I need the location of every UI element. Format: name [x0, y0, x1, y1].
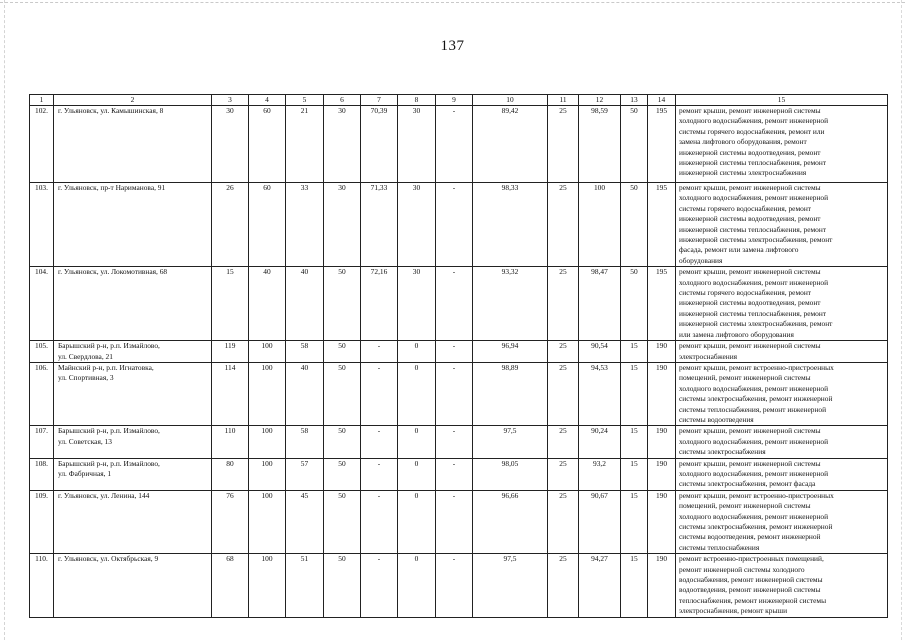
data-table	[29, 94, 888, 618]
value-cell-c4: 60	[249, 106, 286, 183]
value-cell-c12: 98,59	[579, 106, 621, 183]
row-number: 107.	[30, 426, 54, 458]
value-cell-c5: 51	[286, 554, 324, 617]
value-cell-c13: 50	[621, 106, 648, 183]
value-cell-c7: 71,33	[361, 183, 398, 267]
works-line: системы теплоснабжения	[679, 542, 760, 552]
table-row	[30, 106, 888, 183]
value-cell-c6: 50	[324, 458, 361, 490]
column-header: 15	[676, 95, 888, 106]
address-line: г. Ульяновск, ул. Камышинская, 8	[58, 106, 164, 115]
value-cell-c5: 21	[286, 106, 324, 183]
works-line: ремонт крыши, ремонт инженерной системы	[679, 183, 821, 192]
value-cell-c13: 15	[621, 554, 648, 617]
works-line: холодного водоснабжения, ремонт инженерной	[679, 511, 829, 521]
address-cell	[54, 106, 212, 183]
value-cell-c4: 60	[249, 183, 286, 267]
value-cell-c6: 30	[324, 106, 361, 183]
column-header: 2	[54, 95, 212, 106]
value-cell-c10: 93,32	[473, 267, 548, 341]
works-line: ремонт крыши, ремонт инженерной системы	[679, 106, 821, 115]
address-cell	[54, 554, 212, 617]
works-line: помещений, ремонт инженерной системы	[679, 373, 811, 383]
value-cell-c3: 119	[212, 341, 249, 363]
value-cell-c14: 195	[648, 267, 676, 341]
works-line: ремонт крыши, ремонт встроенно-пристроенных	[679, 490, 834, 500]
value-cell-c9: -	[436, 106, 473, 183]
value-cell-c8: 30	[398, 267, 436, 341]
works-line: системы водоотведения	[679, 414, 754, 424]
works-line: инженерной системы электроснабжения	[679, 168, 807, 178]
value-cell-c4: 100	[249, 362, 286, 425]
works-cell	[676, 490, 888, 553]
address-cell	[54, 341, 212, 363]
value-cell-c9: -	[436, 267, 473, 341]
works-cell	[676, 458, 888, 490]
value-cell-c4: 100	[249, 490, 286, 553]
value-cell-c14: 190	[648, 426, 676, 458]
works-line: инженерной системы водоотведения, ремонт	[679, 214, 821, 224]
value-cell-c4: 100	[249, 341, 286, 363]
row-number: 109.	[30, 490, 54, 553]
address-cell	[54, 426, 212, 458]
value-cell-c7: -	[361, 362, 398, 425]
value-cell-c11: 25	[548, 341, 579, 363]
value-cell-c8: 0	[398, 341, 436, 363]
value-cell-c3: 68	[212, 554, 249, 617]
value-cell-c7: 70,39	[361, 106, 398, 183]
value-cell-c8: 0	[398, 490, 436, 553]
value-cell-c13: 15	[621, 426, 648, 458]
column-header: 10	[473, 95, 548, 106]
value-cell-c11: 25	[548, 362, 579, 425]
value-cell-c9: -	[436, 458, 473, 490]
value-cell-c12: 93,2	[579, 458, 621, 490]
works-cell	[676, 426, 888, 458]
column-header: 7	[361, 95, 398, 106]
works-line: холодного водоснабжения, ремонт инженерной	[679, 468, 829, 478]
works-line: инженерной системы водоотведения, ремонт	[679, 298, 821, 308]
value-cell-c3: 30	[212, 106, 249, 183]
table-row	[30, 183, 888, 267]
value-cell-c5: 58	[286, 341, 324, 363]
address-cell	[54, 490, 212, 553]
works-line: водоснабжения, ремонт инженерной системы	[679, 575, 823, 585]
page-number: 137	[440, 38, 465, 54]
row-number: 106.	[30, 362, 54, 425]
works-line: или замена лифтового оборудования	[679, 329, 794, 339]
address-line: ул. Спортивная, 3	[58, 373, 114, 383]
value-cell-c10: 96,94	[473, 341, 548, 363]
works-line: системы электроснабжения, ремонт инженерной	[679, 394, 833, 404]
works-cell	[676, 341, 888, 363]
value-cell-c13: 15	[621, 490, 648, 553]
works-line: системы водоотведения, ремонт инженерной	[679, 532, 821, 542]
works-line: ремонт крыши, ремонт инженерной системы	[679, 458, 821, 468]
column-header: 3	[212, 95, 249, 106]
scan-edge-left	[4, 0, 5, 640]
table-row	[30, 426, 888, 458]
works-line: холодного водоснабжения, ремонт инженерной	[679, 436, 829, 446]
value-cell-c13: 50	[621, 267, 648, 341]
value-cell-c13: 50	[621, 183, 648, 267]
works-line: системы теплоснабжения, ремонт инженерной	[679, 404, 827, 414]
address-line: Барышский р-н, р.п. Измайлово,	[58, 426, 160, 436]
address-line: ул. Свердлова, 21	[58, 351, 113, 361]
value-cell-c13: 15	[621, 362, 648, 425]
value-cell-c14: 190	[648, 490, 676, 553]
value-cell-c10: 97,5	[473, 554, 548, 617]
value-cell-c5: 33	[286, 183, 324, 267]
works-cell	[676, 554, 888, 617]
value-cell-c8: 0	[398, 362, 436, 425]
value-cell-c12: 90,54	[579, 341, 621, 363]
value-cell-c8: 0	[398, 554, 436, 617]
row-number: 104.	[30, 267, 54, 341]
value-cell-c4: 100	[249, 458, 286, 490]
value-cell-c14: 190	[648, 554, 676, 617]
table-row	[30, 554, 888, 617]
address-line: ул. Фабричная, 1	[58, 468, 112, 478]
value-cell-c6: 50	[324, 426, 361, 458]
value-cell-c6: 50	[324, 490, 361, 553]
column-header: 11	[548, 95, 579, 106]
value-cell-c6: 50	[324, 267, 361, 341]
address-line: г. Ульяновск, ул. Ленина, 144	[58, 490, 150, 500]
works-line: инженерной системы теплоснабжения, ремонт	[679, 308, 827, 318]
works-line: холодного водоснабжения, ремонт инженерной	[679, 116, 829, 126]
value-cell-c3: 110	[212, 426, 249, 458]
value-cell-c3: 80	[212, 458, 249, 490]
value-cell-c4: 40	[249, 267, 286, 341]
value-cell-c14: 195	[648, 106, 676, 183]
value-cell-c8: 0	[398, 458, 436, 490]
column-header: 13	[621, 95, 648, 106]
works-line: оборудования	[679, 255, 723, 265]
value-cell-c9: -	[436, 426, 473, 458]
works-line: электроснабжения	[679, 351, 738, 361]
column-header: 14	[648, 95, 676, 106]
value-cell-c7: -	[361, 426, 398, 458]
works-line: холодного водоснабжения, ремонт инженерной	[679, 193, 829, 203]
value-cell-c10: 98,89	[473, 362, 548, 425]
works-line: холодного водоснабжения, ремонт инженерной	[679, 383, 829, 393]
column-header: 1	[30, 95, 54, 106]
works-line: фасада, ремонт или замена лифтового	[679, 245, 799, 255]
value-cell-c11: 25	[548, 554, 579, 617]
value-cell-c10: 98,05	[473, 458, 548, 490]
value-cell-c6: 50	[324, 554, 361, 617]
works-line: электроснабжения, ремонт крыши	[679, 606, 788, 616]
value-cell-c9: -	[436, 362, 473, 425]
works-line: системы горячего водоснабжения, ремонт	[679, 288, 812, 298]
address-line: г. Ульяновск, ул. Локомотивная, 68	[58, 267, 168, 277]
column-header: 4	[249, 95, 286, 106]
value-cell-c3: 15	[212, 267, 249, 341]
works-line: замена лифтового оборудования, ремонт	[679, 137, 807, 147]
table-row	[30, 362, 888, 425]
value-cell-c4: 100	[249, 426, 286, 458]
works-line: ремонт крыши, ремонт инженерной системы	[679, 426, 821, 436]
works-line: системы электроснабжения, ремонт инженерной	[679, 522, 833, 531]
row-number: 105.	[30, 341, 54, 363]
works-line: помещений, ремонт инженерной системы	[679, 501, 811, 511]
works-cell	[676, 106, 888, 183]
table-row	[30, 458, 888, 490]
row-number: 103.	[30, 183, 54, 267]
address-cell	[54, 267, 212, 341]
value-cell-c6: 30	[324, 183, 361, 267]
address-line: Майнский р-н, р.п. Игнатовка,	[58, 362, 154, 372]
works-line: ремонт инженерной системы холодного	[679, 564, 805, 574]
value-cell-c5: 57	[286, 458, 324, 490]
value-cell-c14: 190	[648, 362, 676, 425]
address-line: г. Ульяновск, ул. Октябрьская, 9	[58, 554, 159, 564]
value-cell-c12: 94,27	[579, 554, 621, 617]
value-cell-c8: 30	[398, 106, 436, 183]
value-cell-c7: 72,16	[361, 267, 398, 341]
value-cell-c11: 25	[548, 490, 579, 553]
value-cell-c9: -	[436, 554, 473, 617]
value-cell-c12: 94,53	[579, 362, 621, 425]
works-line: инженерной системы теплоснабжения, ремонт	[679, 158, 827, 168]
works-cell	[676, 183, 888, 267]
column-header: 12	[579, 95, 621, 106]
works-line: инженерной системы водоотведения, ремонт	[679, 147, 821, 157]
address-cell	[54, 362, 212, 425]
value-cell-c14: 195	[648, 183, 676, 267]
value-cell-c13: 15	[621, 458, 648, 490]
works-line: ремонт встроенно-пристроенных помещений,	[679, 554, 824, 564]
value-cell-c14: 190	[648, 341, 676, 363]
table-row	[30, 267, 888, 341]
value-cell-c7: -	[361, 490, 398, 553]
column-header: 5	[286, 95, 324, 106]
address-cell	[54, 183, 212, 267]
table-row	[30, 341, 888, 363]
value-cell-c7: -	[361, 341, 398, 363]
works-line: теплоснабжения, ремонт инженерной системы	[679, 595, 827, 605]
value-cell-c5: 40	[286, 267, 324, 341]
works-cell	[676, 267, 888, 341]
value-cell-c3: 26	[212, 183, 249, 267]
works-line: инженерной системы электроснабжения, ремонт	[679, 319, 833, 329]
value-cell-c7: -	[361, 554, 398, 617]
works-line: ремонт крыши, ремонт инженерной системы	[679, 267, 821, 277]
value-cell-c12: 100	[579, 183, 621, 267]
works-line: ремонт крыши, ремонт встроенно-пристроенных	[679, 362, 834, 372]
value-cell-c7: -	[361, 458, 398, 490]
works-line: ремонт крыши, ремонт инженерной системы	[679, 341, 821, 351]
address-line: ул. Советская, 13	[58, 436, 112, 446]
column-header: 9	[436, 95, 473, 106]
value-cell-c11: 25	[548, 458, 579, 490]
value-cell-c5: 58	[286, 426, 324, 458]
value-cell-c10: 97,5	[473, 426, 548, 458]
header-row	[30, 95, 888, 106]
value-cell-c9: -	[436, 183, 473, 267]
works-cell	[676, 362, 888, 425]
works-line: системы горячего водоснабжения, ремонт	[679, 203, 812, 213]
value-cell-c10: 96,66	[473, 490, 548, 553]
value-cell-c12: 90,67	[579, 490, 621, 553]
value-cell-c10: 89,42	[473, 106, 548, 183]
address-cell	[54, 458, 212, 490]
value-cell-c5: 45	[286, 490, 324, 553]
works-line: водоотведения, ремонт инженерной системы	[679, 585, 821, 595]
value-cell-c12: 90,24	[579, 426, 621, 458]
value-cell-c4: 100	[249, 554, 286, 617]
row-number: 108.	[30, 458, 54, 490]
works-line: системы электроснабжения, ремонт фасада	[679, 479, 816, 489]
address-line: г. Ульяновск, пр-т Нариманова, 91	[58, 183, 166, 192]
row-number: 102.	[30, 106, 54, 183]
works-line: инженерной системы теплоснабжения, ремонт	[679, 224, 827, 234]
value-cell-c8: 0	[398, 426, 436, 458]
value-cell-c11: 25	[548, 426, 579, 458]
scan-edge-right	[901, 0, 902, 640]
address-line: Барышский р-н, р.п. Измайлово,	[58, 341, 160, 351]
scan-edge-top	[0, 2, 905, 3]
works-line: инженерной системы электроснабжения, ремонт	[679, 235, 833, 245]
value-cell-c13: 15	[621, 341, 648, 363]
value-cell-c12: 98,47	[579, 267, 621, 341]
value-cell-c5: 40	[286, 362, 324, 425]
value-cell-c11: 25	[548, 267, 579, 341]
column-header: 8	[398, 95, 436, 106]
value-cell-c9: -	[436, 490, 473, 553]
value-cell-c9: -	[436, 341, 473, 363]
address-line: Барышский р-н, р.п. Измайлово,	[58, 458, 160, 468]
works-line: системы электроснабжения	[679, 447, 766, 457]
table-row	[30, 490, 888, 553]
works-line: холодного водоснабжения, ремонт инженерной	[679, 277, 829, 287]
row-number: 110.	[30, 554, 54, 617]
value-cell-c8: 30	[398, 183, 436, 267]
value-cell-c14: 190	[648, 458, 676, 490]
value-cell-c10: 98,33	[473, 183, 548, 267]
value-cell-c6: 50	[324, 362, 361, 425]
value-cell-c3: 76	[212, 490, 249, 553]
value-cell-c3: 114	[212, 362, 249, 425]
value-cell-c6: 50	[324, 341, 361, 363]
column-header: 6	[324, 95, 361, 106]
works-line: системы горячего водоснабжения, ремонт или	[679, 126, 825, 136]
value-cell-c11: 25	[548, 183, 579, 267]
value-cell-c11: 25	[548, 106, 579, 183]
